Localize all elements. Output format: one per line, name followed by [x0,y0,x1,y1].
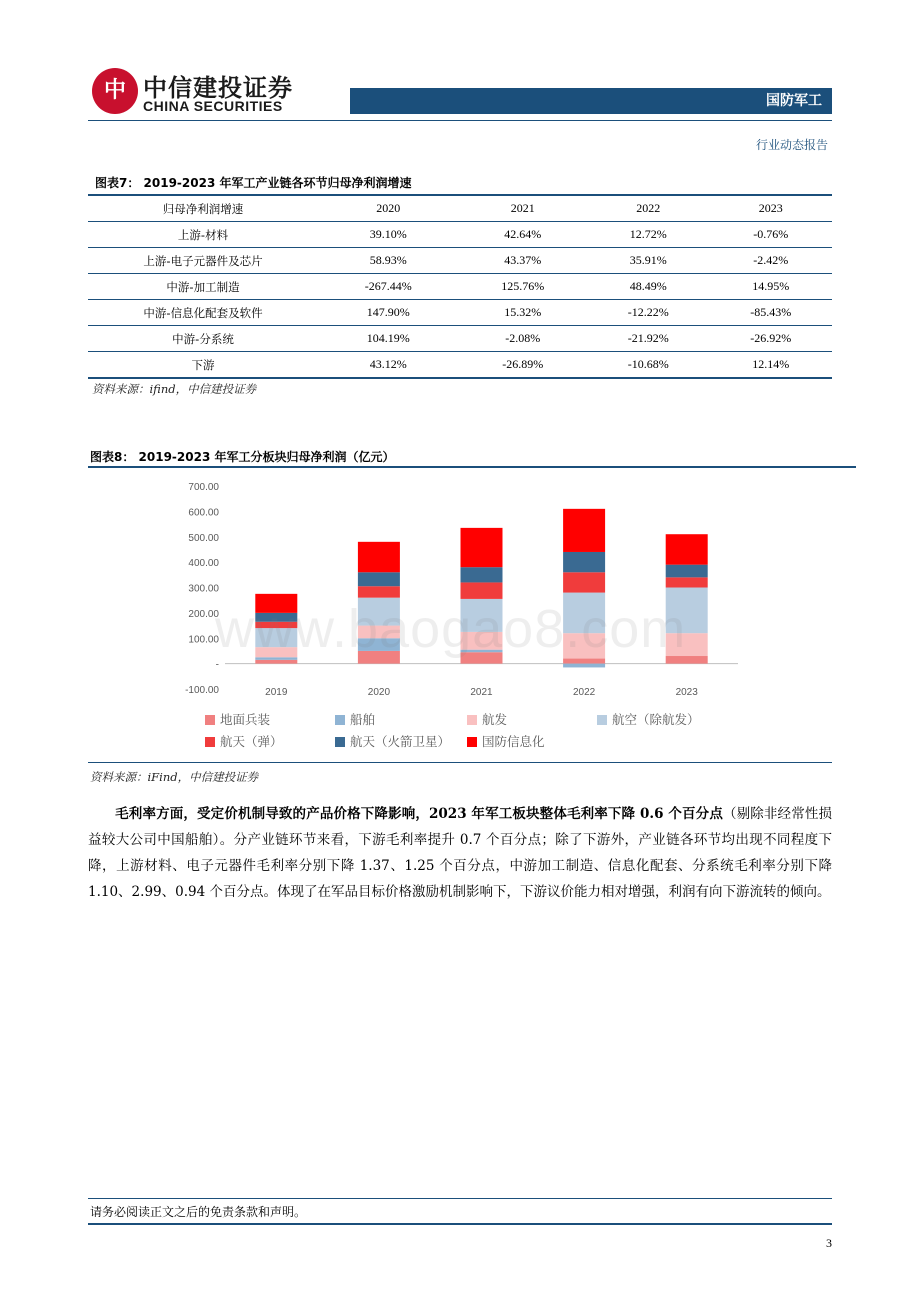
table-cell: -21.92% [627,331,669,345]
bar-segment [358,542,400,572]
legend-item: 航空（除航发） [597,710,700,728]
y-tick-label: 200.00 [188,608,219,620]
figure7-title: 图表7： 2019-2023 年军工产业链各环节归母净利润增速 [95,176,412,190]
paragraph-text: （剔除非经常性损益较大公司中国船舶）。分产业链环节来看，下游毛利率提升 0.7 个百分点；除了下游外，产业链各环节均出现不同程度下降，上游材料、电子元器件毛利率分别下降 1.37、1.25 个百分点，中游加工制造、信息化配套、分系统毛利率分别下降 1.10、2.99、0.94 个百分点。体现了在军品目标价格激励机制影响下，下游议价能力相对增强，利润有向下游流转的倾向。 [88,806,832,900]
figure8-title: 图表8： 2019-2023 年军工分板块归母净利润（亿元） [90,450,395,464]
figure8-rule [88,466,856,468]
bar-segment [461,582,503,598]
table-cell: 43.12% [369,357,407,371]
table-cell: -85.43% [750,305,792,319]
table-cell: -26.89% [502,357,544,371]
table-row [88,274,832,300]
legend-swatch [335,737,345,747]
table-cell: 42.64% [504,227,542,241]
y-tick-label: 600.00 [188,507,219,519]
legend-item: 国防信息化 [467,732,545,750]
bar-segment [563,664,605,668]
report-type: 行业动态报告 [755,138,828,152]
table-cell: 58.93% [369,253,407,267]
table-header-cell: 2020 [376,201,401,215]
table-cell: 147.90% [366,305,410,319]
bar-segment [563,572,605,592]
table-cell: 48.49% [629,279,667,293]
y-tick-label: 400.00 [188,558,219,570]
table-cell: 12.14% [752,357,790,371]
x-tick-label: 2023 [675,687,698,698]
company-logo-mark: 中 [92,68,138,114]
figure7-source: 资料来源：ifind，中信建投证券 [92,382,257,396]
table-cell: 中游-信息化配套及软件 [143,305,263,320]
table-cell: 中游-加工制造 [166,279,240,294]
page-number: 3 [826,1236,832,1250]
figure7-table [88,196,832,379]
x-tick-label: 2021 [470,687,493,698]
bar-segment [461,528,503,567]
table-cell: -12.22% [627,305,669,319]
table-header-cell: 归母净利润增速 [162,201,244,216]
stacked-bar-chart [170,474,750,702]
y-tick-label: 300.00 [188,583,219,595]
table-cell: 43.37% [504,253,542,267]
footer-disclaimer: 请务必阅读正文之后的免责条款和声明。 [90,1205,307,1219]
table-cell: -10.68% [627,357,669,371]
table-cell: 104.19% [366,331,410,345]
legend-swatch [335,715,345,725]
y-tick-label: 700.00 [188,482,219,493]
bar-segment [461,567,503,582]
table-row [88,222,832,248]
y-tick-label: -100.00 [185,685,219,696]
table-header-cell: 2023 [758,201,783,215]
x-tick-label: 2019 [265,687,288,698]
figure8-source: 资料来源：iFind，中信建投证券 [90,770,259,784]
y-tick-label: - [215,659,219,671]
bar-segment [563,552,605,572]
legend-swatch [205,737,215,747]
table-cell: -2.42% [753,253,789,267]
bar-segment [358,572,400,586]
legend-swatch [205,715,215,725]
table-row [88,300,832,326]
chart-legend [205,710,765,754]
sector-banner [350,88,832,114]
table-row [88,248,832,274]
table-cell: 上游-材料 [177,227,229,242]
table-cell: 39.10% [369,227,407,241]
footer-top-rule [88,1198,832,1199]
table-cell: 14.95% [752,279,790,293]
bar-segment [666,534,708,564]
paragraph-bold-lead: 毛利率方面，受定价机制导致的产品价格下降影响，2023 年军工板块整体毛利率下降 0.6 个百分点 [115,806,723,822]
table-cell: 35.91% [629,253,667,267]
x-tick-label: 2022 [572,687,596,698]
table-cell: -26.92% [750,331,792,345]
table-row [88,352,832,379]
table-cell: 15.32% [504,305,542,319]
figure8-bottom-rule [88,762,832,763]
bar-segment [563,509,605,552]
legend-item: 航天（弹） [205,732,283,750]
table-cell: 上游-电子元器件及芯片 [143,253,263,268]
table-cell: -0.76% [753,227,789,241]
company-name-cn: 中信建投证券 [143,74,293,102]
legend-item: 航发 [467,710,507,728]
sector-label: 国防军工 [766,93,822,109]
table-cell: 中游-分系统 [172,331,234,346]
table-cell: 下游 [191,357,215,372]
legend-item: 船舶 [335,710,375,728]
legend-item: 航天（火箭卫星） [335,732,450,750]
header-divider [88,120,832,121]
table-row [88,326,832,352]
footer-bottom-rule [88,1223,832,1225]
table-cell: -267.44% [364,279,412,293]
legend-swatch [597,715,607,725]
bar-segment [666,577,708,587]
watermark: www.baogao8.com [215,599,687,659]
table-header-row [88,196,832,222]
y-tick-label: 500.00 [188,532,219,544]
bar-segment [358,586,400,597]
table-header-cell: 2021 [510,201,535,215]
x-tick-label: 2020 [367,687,391,698]
company-name-en: CHINA SECURITIES [143,98,283,114]
table-cell: -2.08% [505,331,541,345]
bar-segment [255,660,297,664]
table-header-cell: 2022 [636,201,661,215]
body-paragraph [88,801,832,905]
table-cell: 12.72% [629,227,667,241]
y-tick-label: 100.00 [188,634,219,646]
legend-item: 地面兵装 [205,710,270,728]
legend-swatch [467,737,477,747]
legend-swatch [467,715,477,725]
table-cell: 125.76% [501,279,545,293]
bar-segment [666,565,708,578]
